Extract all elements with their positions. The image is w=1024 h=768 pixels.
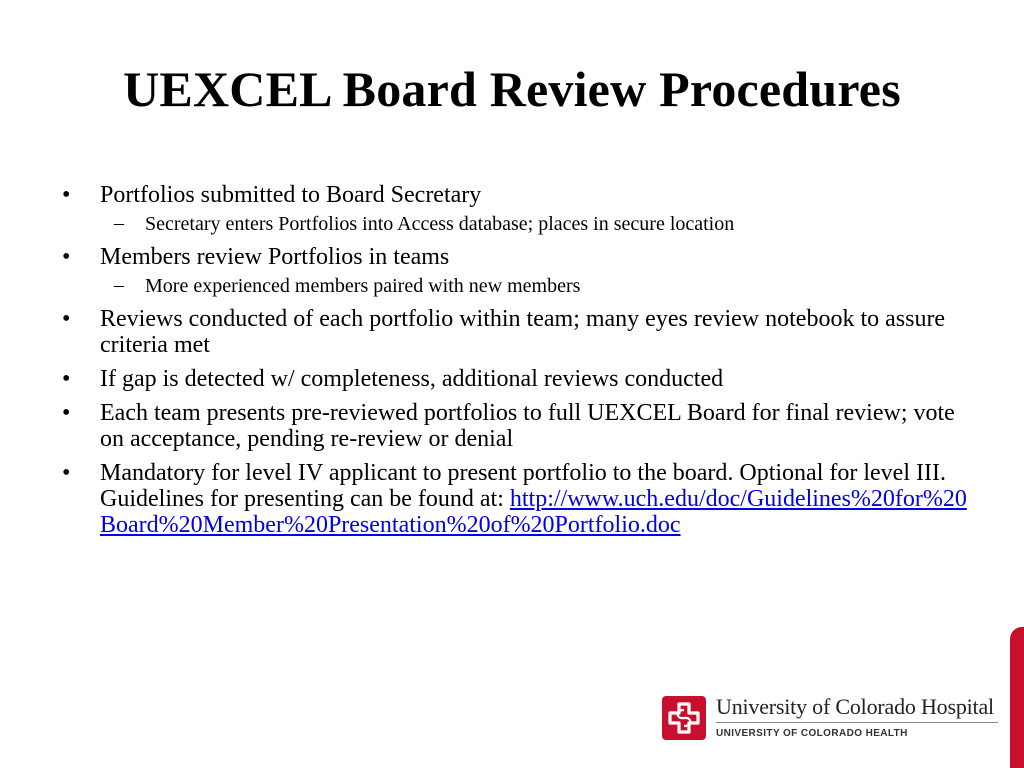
- bullet-item: [60, 460, 970, 538]
- bullet-list: [60, 182, 970, 546]
- bullet-item: [60, 400, 970, 452]
- bullet-item: [60, 366, 970, 392]
- bullet-text: Members review Portfolios in teams: [100, 244, 450, 270]
- guidelines-link[interactable]: http://www.uch.edu/doc/Guidelines%20for%20Board%20Member%20Presentation%20of%20Portfolio.doc: [100, 486, 967, 538]
- bullet-marker: •: [62, 366, 71, 392]
- logo-subname: UNIVERSITY OF COLORADO HEALTH: [716, 728, 908, 739]
- bullet-text: If gap is detected w/ completeness, additional reviews conducted: [100, 366, 724, 392]
- bullet-text: Portfolios submitted to Board Secretary: [100, 182, 482, 208]
- sub-bullet-item: [60, 274, 970, 298]
- bullet-item: [60, 244, 970, 270]
- bullet-text: Each team presents pre-reviewed portfolios to full UEXCEL Board for final review; vote on acceptance, pending re-review or denial: [100, 400, 955, 452]
- sub-bullet-text: Secretary enters Portfolios into Access database; places in secure location: [145, 213, 735, 235]
- sub-bullet-marker: –: [114, 274, 124, 296]
- hospital-logo: [660, 690, 1005, 750]
- bullet-item: [60, 182, 970, 208]
- bullet-text: Mandatory for level IV applicant to present portfolio to the board. Optional for level III. Guidelines for presenting can be found at:: [100, 460, 946, 512]
- logo-name: University of Colorado Hospital: [716, 694, 994, 719]
- slide-title: UEXCEL Board Review Procedures: [123, 61, 901, 117]
- bullet-text: Reviews conducted of each portfolio within team; many eyes review notebook to assure criteria met: [100, 306, 946, 358]
- hospital-cross-icon: [662, 696, 706, 740]
- logo-divider: [716, 722, 998, 723]
- bullet-marker: •: [62, 182, 71, 208]
- red-accent-tab: [1010, 627, 1024, 768]
- sub-bullet-item: [60, 212, 970, 236]
- sub-bullet-text: More experienced members paired with new members: [145, 275, 581, 297]
- bullet-marker: •: [62, 400, 71, 426]
- bullet-marker: •: [62, 306, 71, 332]
- sub-bullet-marker: –: [114, 212, 124, 234]
- bullet-marker: •: [62, 460, 71, 486]
- bullet-marker: •: [62, 244, 71, 270]
- bullet-item: [60, 306, 970, 358]
